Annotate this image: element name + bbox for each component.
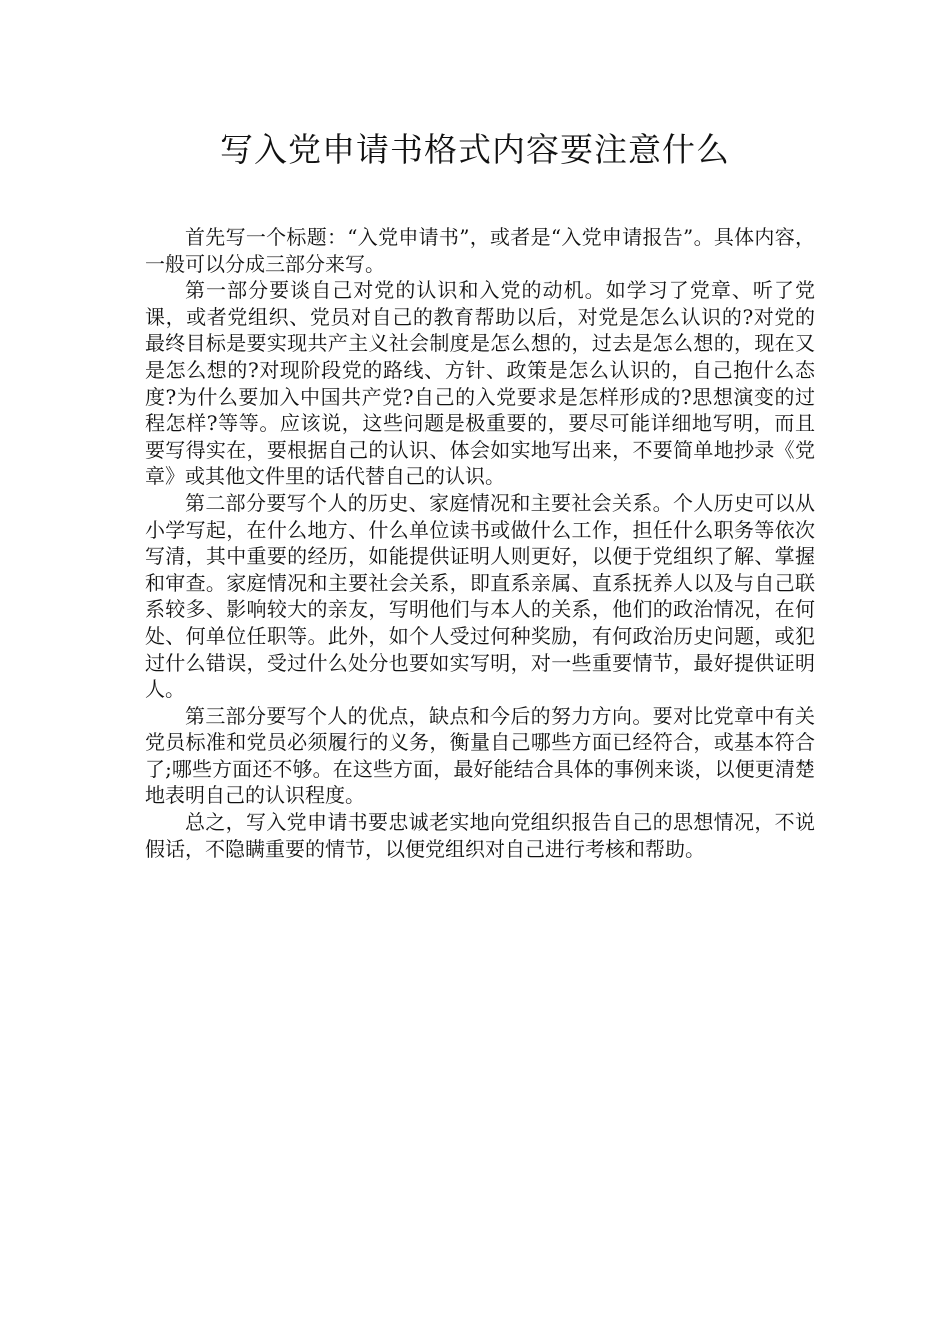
paragraph-part-one: 第一部分要谈自己对党的认识和入党的动机。如学习了党章、听了党课，或者党组织、党员对自己的教育帮助以后，对党是怎么认识的?对党的最终目标是要实现共产主义社会制度是怎么想的，过去是怎么想的，现在又是怎么想的?对现阶段党的路线、方针、政策是怎么认识的，自己抱什么态度?为什么要加入中国共产党?自己的入党要求是怎样形成的?思想演变的过程怎样?等等。应该说，这些问题是极重要的，要尽可能详细地写明，而且要写得实在，要根据自己的认识、体会如实地写出来，不要简单地抄录《党章》或其他文件里的话代替自己的认识。: [145, 278, 815, 489]
document-body: [145, 224, 815, 862]
document-title: 写入党申请书格式内容要注意什么: [220, 130, 730, 169]
paragraph-part-two: 第二部分要写个人的历史、家庭情况和主要社会关系。个人历史可以从小学写起，在什么地方、什么单位读书或做什么工作，担任什么职务等依次写清，其中重要的经历，如能提供证明人则更好，以便于党组织了解、掌握和审查。家庭情况和主要社会关系，即直系亲属、直系抚养人以及与自己联系较多、影响较大的亲友，写明他们与本人的关系，他们的政治情况，在何处、何单位任职等。此外，如个人受过何种奖励，有何政治历史问题，或犯过什么错误，受过什么处分也要如实写明，对一些重要情节，最好提供证明人。: [145, 490, 815, 702]
paragraph-conclusion: 总之，写入党申请书要忠诚老实地向党组织报告自己的思想情况，不说假话，不隐瞒重要的情节，以便党组织对自己进行考核和帮助。: [145, 810, 815, 861]
paragraph-part-three: 第三部分要写个人的优点，缺点和今后的努力方向。要对比党章中有关党员标准和党员必须履行的义务，衡量自己哪些方面已经符合，或基本符合了;哪些方面还不够。在这些方面，最好能结合具体的事例来谈，以便更清楚地表明自己的认识程度。: [145, 703, 815, 808]
paragraph-intro: 首先写一个标题：“入党申请书”，或者是“入党申请报告”。具体内容，一般可以分成三部分来写。: [145, 225, 815, 276]
